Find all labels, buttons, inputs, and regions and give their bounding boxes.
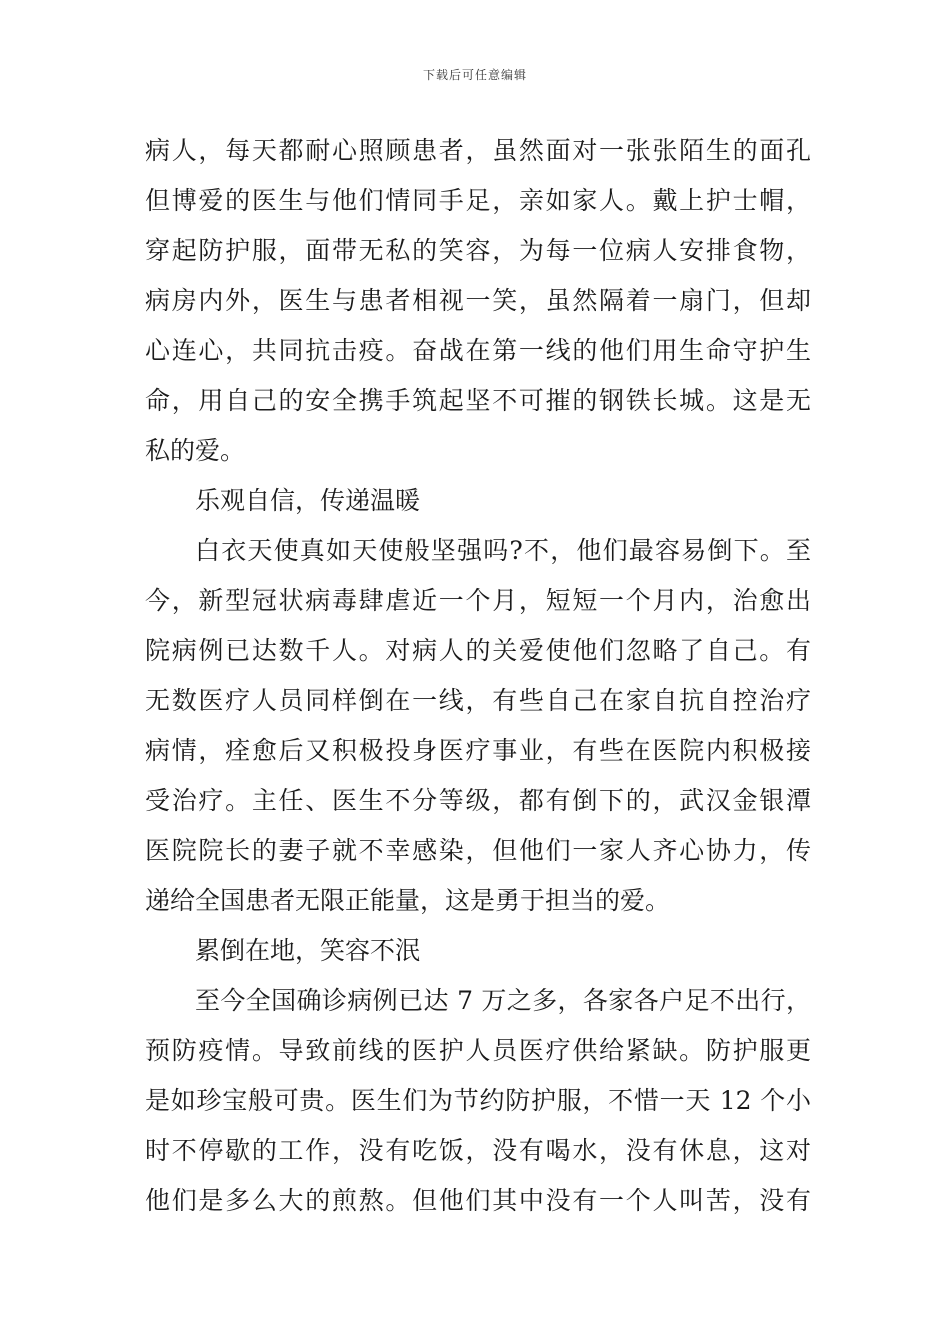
text-line: 累倒在地，笑容不泯	[195, 936, 421, 965]
text-line: 今，新型冠状病毒肆虐近一个月，短短一个月内，治愈出	[145, 586, 811, 615]
text-line: 医院院长的妻子就不幸感染，但他们一家人齐心协力，传	[145, 836, 811, 865]
text-line: 他们是多么大的煎熬。但他们其中没有一个人叫苦，没有	[145, 1186, 811, 1215]
text-line: 时不停歇的工作，没有吃饭，没有喝水，没有休息，这对	[145, 1136, 811, 1165]
text-line: 递给全国患者无限正能量，这是勇于担当的爱。	[145, 886, 671, 915]
document-body	[145, 126, 811, 1226]
text-line: 但博爱的医生与他们情同手足，亲如家人。戴上护士帽，	[145, 186, 811, 215]
text-line: 院病例已达数千人。对病人的关爱使他们忽略了自己。有	[145, 636, 811, 665]
text-line: 命，用自己的安全携手筑起坚不可摧的钢铁长城。这是无	[145, 386, 811, 415]
text-line: 私的爱。	[145, 436, 246, 465]
page-header: 下载后可任意编辑	[422, 68, 527, 82]
text-line: 预防疫情。导致前线的医护人员医疗供给紧缺。防护服更	[145, 1036, 811, 1065]
text-line: 是如珍宝般可贵。医生们为节约防护服，不惜一天 12 个小	[145, 1086, 811, 1115]
text-line: 无数医疗人员同样倒在一线，有些自己在家自抗自控治疗	[145, 686, 811, 715]
text-line: 至今全国确诊病例已达 7 万之多，各家各户足不出行，	[195, 986, 811, 1015]
text-line: 白衣天使真如天使般坚强吗?不，他们最容易倒下。至	[195, 536, 811, 565]
text-line: 受治疗。主任、医生不分等级，都有倒下的，武汉金银潭	[145, 786, 811, 815]
text-line: 病情，痊愈后又积极投身医疗事业，有些在医院内积极接	[145, 736, 811, 765]
text-line: 病人，每天都耐心照顾患者，虽然面对一张张陌生的面孔	[145, 136, 811, 165]
text-line: 乐观自信，传递温暖	[195, 486, 421, 515]
text-line: 心连心，共同抗击疫。奋战在第一线的他们用生命守护生	[145, 336, 811, 365]
text-line: 病房内外，医生与患者相视一笑，虽然隔着一扇门，但却	[145, 286, 811, 315]
text-line: 穿起防护服，面带无私的笑容，为每一位病人安排食物，	[145, 236, 811, 265]
